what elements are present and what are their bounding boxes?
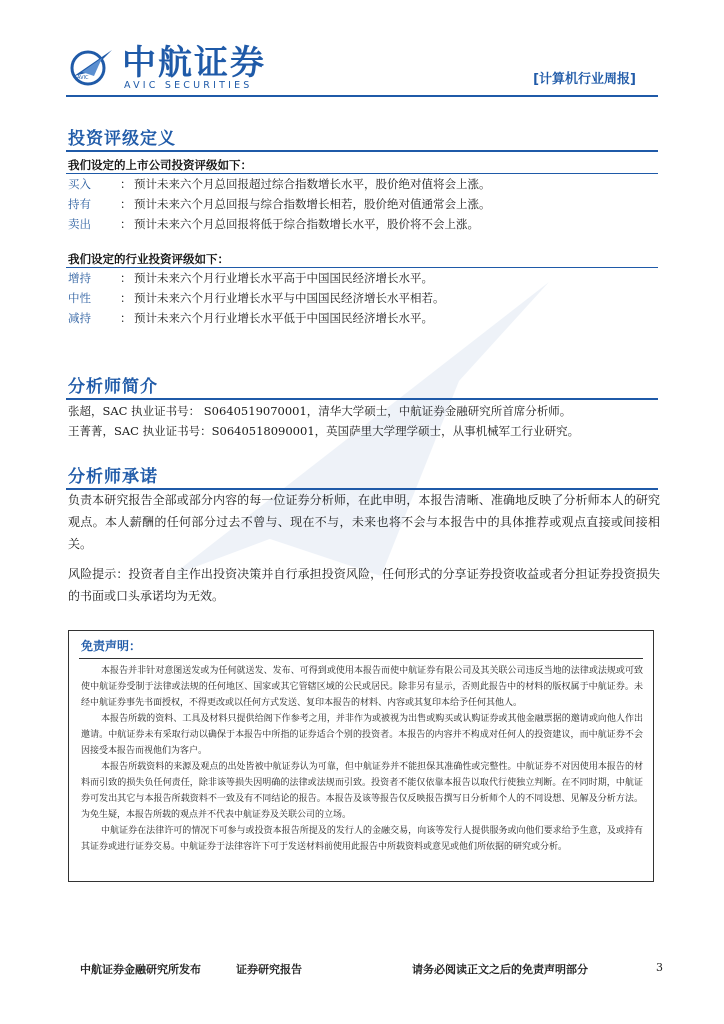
rating-label: 中性 xyxy=(68,291,91,305)
rating-description: 预计未来六个月总回报超过综合指数增长水平，股价绝对值将会上涨。 xyxy=(134,177,491,191)
disclaimer-title-divider xyxy=(79,658,643,659)
report-type-label: [计算机行业周报] xyxy=(533,72,636,87)
industry-rating-row xyxy=(68,288,658,308)
rating-colon: ： xyxy=(120,291,132,305)
industry-rating-row xyxy=(68,268,658,288)
page-header xyxy=(0,0,724,100)
disclaimer-paragraph: 本报告所载的资料、工具及材料只提供给阁下作参考之用，并非作为或被视为出售或购买或认购证券或其他金融票据的邀请或向他人作出邀请。中航证券未有采取行动以确保于本报告中所指的证券适合个别的投资者。本报告的内容并不构成对任何人的投资建议，而中航证券不会因接受本报告而视他们为客户。 xyxy=(81,714,643,756)
commitment-paragraph: 负责本研究报告全部或部分内容的每一位证券分析师，在此申明，本报告清晰、准确地反映了分析师本人的研究观点。本人薪酬的任何部分过去不曾与、现在不与，未来也将不会与本报告中的具体推荐或观点直接或间接相关。 xyxy=(68,493,660,551)
rating-label: 减持 xyxy=(68,311,91,325)
rating-colon: ： xyxy=(120,271,132,285)
stock-rating-row xyxy=(68,174,658,194)
rating-label: 买入 xyxy=(68,177,91,191)
rating-description: 预计未来六个月行业增长水平低于中国国民经济增长水平。 xyxy=(134,311,433,325)
logo-english: AVIC SECURITIES xyxy=(124,80,253,91)
rating-description: 预计未来六个月总回报将低于综合指数增长水平，股价将不会上涨。 xyxy=(134,217,479,231)
disclaimer-paragraph: 本报告并非针对意图送发或为任何就送发、发布、可得到或使用本报告而使中航证券有限公司及其关联公司违反当地的法律或法规或可致使中航证券受制于法律或法规的任何地区、国家或其它管辖区域的公民或居民。除非另有显示，否则此报告中的材料的版权属于中航证券。未经中航证券事先书面授权，不得更改或以任何方式发送、复印本报告的材料、内容或其复印本给予任何其他人。 xyxy=(81,666,643,708)
rating-section-title: 投资评级定义 xyxy=(68,129,176,149)
rating-colon: ： xyxy=(120,177,132,191)
rating-description: 预计未来六个月总回报与综合指数增长相若，股价绝对值通常会上涨。 xyxy=(134,197,491,211)
rating-colon: ： xyxy=(120,311,132,325)
stock-rating-row xyxy=(68,194,658,214)
logo-chinese: 中航证券 xyxy=(122,43,266,83)
footer-publisher: 中航证券金融研究所发布 xyxy=(80,963,201,976)
stock-rating-row xyxy=(68,214,658,234)
avic-logo-icon xyxy=(68,46,116,86)
page-number: 3 xyxy=(656,961,663,974)
disclaimer-paragraph: 本报告所载资料的来源及观点的出处皆被中航证券认为可靠，但中航证券并不能担保其准确性或完整性。中航证券不对因使用本报告的材料而引致的损失负任何责任，除非该等损失因明确的法律或法规而引致。投资者不能仅依靠本报告以取代行使独立判断。在不同时期，中航证券可发出其它与本报告所载资料不一致及有不同结论的报告。本报告及该等报告仅反映报告撰写日分析师个人的不同设想、见解及分析方法。为免生疑，本报告所载的观点并不代表中航证券及关联公司的立场。 xyxy=(81,762,643,820)
rating-description: 预计未来六个月行业增长水平与中国国民经济增长水平相若。 xyxy=(134,291,445,305)
disclaimer-paragraph: 中航证券在法律许可的情况下可参与或投资本报告所提及的发行人的金融交易，向该等发行人提供服务或向他们要求给予生意，及或持有其证券或进行证券交易。中航证券于法律容许下可于发送材料前使用此报告中所载资料或意见或他们所依据的研究或分析。 xyxy=(81,826,643,852)
commitment-section-title: 分析师承诺 xyxy=(68,467,158,487)
disclaimer-body xyxy=(81,663,643,855)
rating-label: 卖出 xyxy=(68,217,91,231)
disclaimer-title: 免责声明： xyxy=(81,639,142,653)
rating-label: 增持 xyxy=(68,271,91,285)
disclaimer-box xyxy=(68,630,654,882)
analyst-line: 王菁菁，SAC 执业证书号：S0640518090001，英国萨里大学理学硕士，从事机械军工行业研究。 xyxy=(68,424,580,438)
rating-label: 持有 xyxy=(68,197,91,211)
rating-colon: ： xyxy=(120,197,132,211)
analyst-line: 张超，SAC 执业证书号： S0640519070001，清华大学硕士，中航证券金融研究所首席分析师。 xyxy=(68,404,572,418)
stock-rating-subtitle: 我们设定的上市公司投资评级如下： xyxy=(68,158,252,172)
footer-notice: 请务必阅读正文之后的免责声明部分 xyxy=(412,963,588,976)
footer-report-kind: 证券研究报告 xyxy=(236,963,302,976)
risk-warning-paragraph: 风险提示：投资者自主作出投资决策并自行承担投资风险，任何形式的分享证券投资收益或者分担证券投资损失的书面或口头承诺均为无效。 xyxy=(68,567,660,603)
industry-rating-subtitle: 我们设定的行业投资评级如下： xyxy=(68,252,229,266)
analyst-section-divider xyxy=(66,398,658,400)
rating-colon: ： xyxy=(120,217,132,231)
analyst-section-title: 分析师简介 xyxy=(68,377,158,397)
rating-section-divider xyxy=(66,150,658,152)
rating-description: 预计未来六个月行业增长水平高于中国国民经济增长水平。 xyxy=(134,271,433,285)
industry-rating-row xyxy=(68,308,658,328)
header-divider xyxy=(66,95,658,97)
logo-mark-text: AVIC xyxy=(77,75,89,81)
